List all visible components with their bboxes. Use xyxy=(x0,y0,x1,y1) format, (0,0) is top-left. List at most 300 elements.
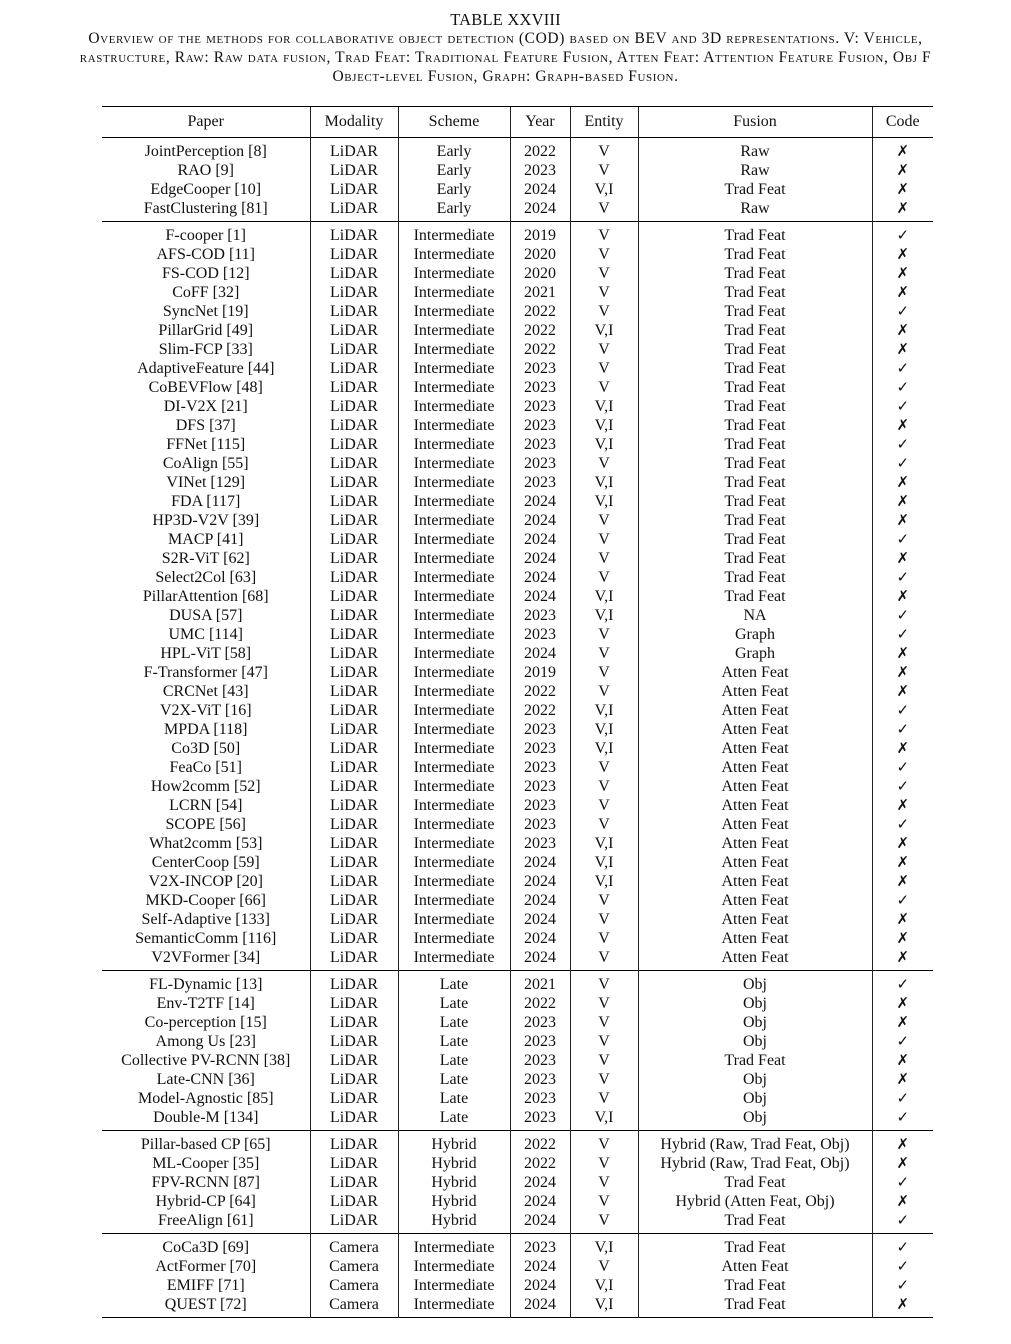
table-group xyxy=(102,971,933,1131)
fusion-cell: Graph xyxy=(638,644,872,663)
year-cell: 2024 xyxy=(510,1192,570,1211)
paper-cell: VINet [129] xyxy=(166,474,246,491)
year-cell: 2023 xyxy=(510,739,570,758)
fusion-cell: Trad Feat xyxy=(638,530,872,549)
paper-cell: EdgeCooper [10] xyxy=(150,181,262,198)
year-cell: 2024 xyxy=(510,1257,570,1276)
entity-cell: V xyxy=(570,1070,638,1089)
year-cell: 2023 xyxy=(510,758,570,777)
scheme-cell: Intermediate xyxy=(398,796,510,815)
entity-cell: V,I xyxy=(570,606,638,625)
paper-cell: MKD-Cooper [66] xyxy=(145,892,266,909)
methods-table xyxy=(102,106,933,1318)
entity-cell: V xyxy=(570,1173,638,1192)
fusion-cell: Atten Feat xyxy=(638,682,872,701)
year-cell: 2023 xyxy=(510,1108,570,1131)
modality-cell: LiDAR xyxy=(310,1070,398,1089)
paper-cell: F-cooper [1] xyxy=(165,227,246,244)
fusion-cell: Trad Feat xyxy=(638,454,872,473)
scheme-cell: Intermediate xyxy=(398,777,510,796)
entity-cell: V xyxy=(570,1257,638,1276)
modality-cell: Camera xyxy=(310,1295,398,1318)
modality-cell: LiDAR xyxy=(310,416,398,435)
table-row xyxy=(102,340,933,359)
entity-cell: V xyxy=(570,454,638,473)
year-cell: 2021 xyxy=(510,283,570,302)
year-cell: 2019 xyxy=(510,663,570,682)
code-cell: ✓ xyxy=(872,302,933,321)
modality-cell: LiDAR xyxy=(310,549,398,568)
code-cell: ✓ xyxy=(872,435,933,454)
entity-cell: V xyxy=(570,138,638,162)
code-cell: ✗ xyxy=(872,910,933,929)
entity-cell: V xyxy=(570,929,638,948)
table-row xyxy=(102,853,933,872)
code-cell: ✗ xyxy=(872,682,933,701)
paper-cell: HP3D-V2V [39] xyxy=(152,512,260,529)
paper-cell: Late-CNN [36] xyxy=(156,1071,255,1088)
year-cell: 2023 xyxy=(510,796,570,815)
modality-cell: LiDAR xyxy=(310,910,398,929)
fusion-cell: Atten Feat xyxy=(638,910,872,929)
fusion-cell: Trad Feat xyxy=(638,1295,872,1318)
entity-cell: V xyxy=(570,302,638,321)
modality-cell: LiDAR xyxy=(310,971,398,995)
table-row xyxy=(102,530,933,549)
scheme-cell: Intermediate xyxy=(398,1234,510,1258)
table-group xyxy=(102,1131,933,1234)
paper-cell: What2comm [53] xyxy=(149,835,263,852)
table-row xyxy=(102,929,933,948)
modality-cell: LiDAR xyxy=(310,511,398,530)
code-cell: ✓ xyxy=(872,1089,933,1108)
code-cell: ✓ xyxy=(872,1276,933,1295)
table-row xyxy=(102,511,933,530)
code-cell: ✗ xyxy=(872,283,933,302)
modality-cell: LiDAR xyxy=(310,796,398,815)
fusion-cell: Trad Feat xyxy=(638,1051,872,1070)
scheme-cell: Intermediate xyxy=(398,435,510,454)
year-cell: 2023 xyxy=(510,435,570,454)
paper-cell: F-Transformer [47] xyxy=(143,664,268,681)
table-row xyxy=(102,416,933,435)
fusion-cell: Trad Feat xyxy=(638,359,872,378)
entity-cell: V xyxy=(570,1089,638,1108)
table-row xyxy=(102,1089,933,1108)
scheme-cell: Intermediate xyxy=(398,530,510,549)
year-cell: 2024 xyxy=(510,492,570,511)
code-cell: ✓ xyxy=(872,1108,933,1131)
code-cell: ✗ xyxy=(872,264,933,283)
paper-cell: Pillar-based CP [65] xyxy=(140,1136,271,1153)
paper-cell: Hybrid-CP [64] xyxy=(155,1193,256,1210)
table-row xyxy=(102,180,933,199)
scheme-cell: Intermediate xyxy=(398,587,510,606)
fusion-cell: Atten Feat xyxy=(638,948,872,971)
paper-cell: Env-T2TF [14] xyxy=(156,995,255,1012)
code-cell: ✓ xyxy=(872,891,933,910)
entity-cell: V xyxy=(570,796,638,815)
modality-cell: LiDAR xyxy=(310,1154,398,1173)
code-cell: ✓ xyxy=(872,397,933,416)
entity-cell: V xyxy=(570,971,638,995)
fusion-cell: Obj xyxy=(638,1070,872,1089)
paper-cell: Slim-FCP [33] xyxy=(158,341,253,358)
fusion-cell: Trad Feat xyxy=(638,492,872,511)
scheme-cell: Early xyxy=(398,161,510,180)
scheme-cell: Intermediate xyxy=(398,701,510,720)
table-row xyxy=(102,1234,933,1258)
modality-cell: LiDAR xyxy=(310,454,398,473)
table-row xyxy=(102,758,933,777)
scheme-cell: Intermediate xyxy=(398,834,510,853)
code-cell: ✓ xyxy=(872,625,933,644)
scheme-cell: Intermediate xyxy=(398,1257,510,1276)
year-cell: 2022 xyxy=(510,321,570,340)
paper-cell: FeaCo [51] xyxy=(169,759,242,776)
modality-cell: LiDAR xyxy=(310,701,398,720)
paper-cell: V2VFormer [34] xyxy=(151,949,261,966)
fusion-cell: Atten Feat xyxy=(638,720,872,739)
fusion-cell: Trad Feat xyxy=(638,1173,872,1192)
entity-cell: V xyxy=(570,264,638,283)
year-cell: 2023 xyxy=(510,473,570,492)
year-cell: 2024 xyxy=(510,549,570,568)
fusion-cell: Trad Feat xyxy=(638,549,872,568)
table-row xyxy=(102,161,933,180)
table-row xyxy=(102,720,933,739)
paper-cell: MPDA [118] xyxy=(164,721,248,738)
entity-cell: V xyxy=(570,1211,638,1234)
table-row xyxy=(102,397,933,416)
year-cell: 2022 xyxy=(510,138,570,162)
col-header-modality: Modality xyxy=(310,107,398,138)
paper-cell: MACP [41] xyxy=(168,531,244,548)
fusion-cell: Atten Feat xyxy=(638,777,872,796)
paper-cell: EMIFF [71] xyxy=(166,1277,245,1294)
paper-cell: Collective PV-RCNN [38] xyxy=(121,1052,291,1069)
modality-cell: LiDAR xyxy=(310,948,398,971)
year-cell: 2023 xyxy=(510,720,570,739)
scheme-cell: Intermediate xyxy=(398,853,510,872)
paper-cell: FPV-RCNN [87] xyxy=(151,1174,260,1191)
table-row xyxy=(102,378,933,397)
entity-cell: V,I xyxy=(570,1295,638,1318)
table-caption xyxy=(0,10,1011,86)
table-row xyxy=(102,1295,933,1318)
table-row xyxy=(102,1173,933,1192)
year-cell: 2023 xyxy=(510,625,570,644)
paper-cell: PillarGrid [49] xyxy=(158,322,254,339)
scheme-cell: Intermediate xyxy=(398,948,510,971)
code-cell: ✓ xyxy=(872,720,933,739)
code-cell: ✗ xyxy=(872,739,933,758)
table-row xyxy=(102,1257,933,1276)
modality-cell: LiDAR xyxy=(310,994,398,1013)
scheme-cell: Intermediate xyxy=(398,222,510,246)
year-cell: 2024 xyxy=(510,929,570,948)
year-cell: 2022 xyxy=(510,302,570,321)
paper-cell: CRCNet [43] xyxy=(162,683,249,700)
code-cell: ✓ xyxy=(872,1211,933,1234)
code-cell: ✗ xyxy=(872,161,933,180)
fusion-cell: Raw xyxy=(638,138,872,162)
year-cell: 2023 xyxy=(510,1032,570,1051)
paper-cell: Co3D [50] xyxy=(171,740,241,757)
table-row xyxy=(102,625,933,644)
modality-cell: LiDAR xyxy=(310,1211,398,1234)
fusion-cell: NA xyxy=(638,606,872,625)
code-cell: ✗ xyxy=(872,416,933,435)
modality-cell: LiDAR xyxy=(310,222,398,246)
code-cell: ✗ xyxy=(872,1192,933,1211)
fusion-cell: Obj xyxy=(638,1108,872,1131)
col-header-year: Year xyxy=(510,107,570,138)
scheme-cell: Intermediate xyxy=(398,492,510,511)
paper-cell: SemanticComm [116] xyxy=(135,930,277,947)
code-cell: ✓ xyxy=(872,378,933,397)
table-row xyxy=(102,948,933,971)
paper-cell: QUEST [72] xyxy=(164,1296,247,1313)
paper-cell: ActFormer [70] xyxy=(155,1258,257,1275)
fusion-cell: Atten Feat xyxy=(638,834,872,853)
entity-cell: V,I xyxy=(570,872,638,891)
entity-cell: V,I xyxy=(570,321,638,340)
paper-cell: How2comm [52] xyxy=(150,778,261,795)
year-cell: 2023 xyxy=(510,1089,570,1108)
modality-cell: LiDAR xyxy=(310,1108,398,1131)
code-cell: ✗ xyxy=(872,1295,933,1318)
entity-cell: V xyxy=(570,994,638,1013)
table-row xyxy=(102,891,933,910)
fusion-cell: Atten Feat xyxy=(638,758,872,777)
paper-cell: DFS [37] xyxy=(175,417,236,434)
code-cell: ✗ xyxy=(872,1070,933,1089)
fusion-cell: Trad Feat xyxy=(638,321,872,340)
year-cell: 2023 xyxy=(510,397,570,416)
entity-cell: V xyxy=(570,663,638,682)
paper-cell: FastClustering [81] xyxy=(143,200,268,217)
modality-cell: LiDAR xyxy=(310,682,398,701)
modality-cell: LiDAR xyxy=(310,891,398,910)
fusion-cell: Trad Feat xyxy=(638,435,872,454)
table-row xyxy=(102,283,933,302)
scheme-cell: Intermediate xyxy=(398,264,510,283)
table-row xyxy=(102,199,933,222)
table-row xyxy=(102,644,933,663)
code-cell: ✓ xyxy=(872,359,933,378)
fusion-cell: Trad Feat xyxy=(638,180,872,199)
scheme-cell: Intermediate xyxy=(398,245,510,264)
modality-cell: Camera xyxy=(310,1276,398,1295)
fusion-cell: Trad Feat xyxy=(638,245,872,264)
scheme-cell: Intermediate xyxy=(398,359,510,378)
modality-cell: LiDAR xyxy=(310,720,398,739)
year-cell: 2023 xyxy=(510,378,570,397)
table-row xyxy=(102,1070,933,1089)
entity-cell: V xyxy=(570,1032,638,1051)
year-cell: 2022 xyxy=(510,682,570,701)
fusion-cell: Trad Feat xyxy=(638,340,872,359)
paper-cell: Among Us [23] xyxy=(155,1033,256,1050)
table-row xyxy=(102,359,933,378)
fusion-cell: Trad Feat xyxy=(638,302,872,321)
scheme-cell: Intermediate xyxy=(398,910,510,929)
fusion-cell: Obj xyxy=(638,971,872,995)
table-row xyxy=(102,264,933,283)
fusion-cell: Trad Feat xyxy=(638,264,872,283)
year-cell: 2023 xyxy=(510,161,570,180)
paper-cell: Co-perception [15] xyxy=(144,1014,267,1031)
fusion-cell: Atten Feat xyxy=(638,891,872,910)
fusion-cell: Obj xyxy=(638,1089,872,1108)
year-cell: 2023 xyxy=(510,359,570,378)
table-row xyxy=(102,663,933,682)
code-cell: ✓ xyxy=(872,454,933,473)
code-cell: ✗ xyxy=(872,180,933,199)
paper-cell: RAO [9] xyxy=(177,162,234,179)
table-title: TABLE XXVIII xyxy=(450,10,561,29)
year-cell: 2023 xyxy=(510,1013,570,1032)
scheme-cell: Intermediate xyxy=(398,815,510,834)
table-group xyxy=(102,1234,933,1318)
code-cell: ✓ xyxy=(872,530,933,549)
scheme-cell: Intermediate xyxy=(398,929,510,948)
year-cell: 2024 xyxy=(510,199,570,222)
scheme-cell: Early xyxy=(398,138,510,162)
entity-cell: V xyxy=(570,340,638,359)
scheme-cell: Intermediate xyxy=(398,758,510,777)
paper-cell: FFNet [115] xyxy=(166,436,246,453)
modality-cell: LiDAR xyxy=(310,815,398,834)
scheme-cell: Intermediate xyxy=(398,891,510,910)
year-cell: 2023 xyxy=(510,1051,570,1070)
fusion-cell: Trad Feat xyxy=(638,378,872,397)
entity-cell: V xyxy=(570,511,638,530)
table-row xyxy=(102,1108,933,1131)
modality-cell: LiDAR xyxy=(310,777,398,796)
modality-cell: Camera xyxy=(310,1234,398,1258)
fusion-cell: Atten Feat xyxy=(638,929,872,948)
entity-cell: V xyxy=(570,1131,638,1155)
table-row xyxy=(102,1211,933,1234)
paper-cell: V2X-ViT [16] xyxy=(159,702,252,719)
code-cell: ✗ xyxy=(872,1013,933,1032)
year-cell: 2022 xyxy=(510,701,570,720)
scheme-cell: Intermediate xyxy=(398,1276,510,1295)
col-header-scheme: Scheme xyxy=(398,107,510,138)
caption-line-3: Object-level Fusion, Graph: Graph-based Fusion. xyxy=(332,68,679,85)
scheme-cell: Intermediate xyxy=(398,1295,510,1318)
entity-cell: V,I xyxy=(570,701,638,720)
fusion-cell: Atten Feat xyxy=(638,796,872,815)
fusion-cell: Trad Feat xyxy=(638,1211,872,1234)
year-cell: 2024 xyxy=(510,1295,570,1318)
entity-cell: V xyxy=(570,777,638,796)
entity-cell: V,I xyxy=(570,435,638,454)
modality-cell: LiDAR xyxy=(310,199,398,222)
scheme-cell: Intermediate xyxy=(398,416,510,435)
table-row xyxy=(102,971,933,995)
entity-cell: V,I xyxy=(570,1108,638,1131)
entity-cell: V xyxy=(570,568,638,587)
modality-cell: LiDAR xyxy=(310,180,398,199)
fusion-cell: Trad Feat xyxy=(638,1276,872,1295)
modality-cell: LiDAR xyxy=(310,302,398,321)
entity-cell: V,I xyxy=(570,473,638,492)
entity-cell: V,I xyxy=(570,720,638,739)
fusion-cell: Raw xyxy=(638,199,872,222)
scheme-cell: Intermediate xyxy=(398,340,510,359)
paper-cell: FL-Dynamic [13] xyxy=(149,976,263,993)
paper-cell: CoCa3D [69] xyxy=(162,1239,250,1256)
paper-cell: FreeAlign [61] xyxy=(157,1212,254,1229)
paper-cell: Self-Adaptive [133] xyxy=(141,911,270,928)
entity-cell: V xyxy=(570,815,638,834)
code-cell: ✓ xyxy=(872,758,933,777)
table-row xyxy=(102,222,933,246)
code-cell: ✗ xyxy=(872,994,933,1013)
year-cell: 2024 xyxy=(510,853,570,872)
table-row xyxy=(102,1032,933,1051)
entity-cell: V xyxy=(570,910,638,929)
col-header-code: Code xyxy=(872,107,933,138)
entity-cell: V,I xyxy=(570,416,638,435)
paper-cell: CenterCoop [59] xyxy=(151,854,260,871)
scheme-cell: Intermediate xyxy=(398,302,510,321)
modality-cell: LiDAR xyxy=(310,378,398,397)
scheme-cell: Intermediate xyxy=(398,663,510,682)
code-cell: ✗ xyxy=(872,853,933,872)
modality-cell: LiDAR xyxy=(310,1131,398,1155)
table-row xyxy=(102,454,933,473)
entity-cell: V xyxy=(570,625,638,644)
fusion-cell: Atten Feat xyxy=(638,872,872,891)
scheme-cell: Late xyxy=(398,1051,510,1070)
paper-cell: CoAlign [55] xyxy=(162,455,249,472)
entity-cell: V xyxy=(570,245,638,264)
scheme-cell: Intermediate xyxy=(398,473,510,492)
fusion-cell: Hybrid (Atten Feat, Obj) xyxy=(638,1192,872,1211)
modality-cell: LiDAR xyxy=(310,473,398,492)
modality-cell: LiDAR xyxy=(310,872,398,891)
paper-cell: FDA [117] xyxy=(171,493,241,510)
table-group xyxy=(102,138,933,222)
paper-cell: Select2Col [63] xyxy=(155,569,257,586)
year-cell: 2024 xyxy=(510,948,570,971)
table-row xyxy=(102,245,933,264)
paper-cell: CoFF [32] xyxy=(172,284,240,301)
fusion-cell: Trad Feat xyxy=(638,397,872,416)
table-row xyxy=(102,473,933,492)
fusion-cell: Obj xyxy=(638,994,872,1013)
year-cell: 2022 xyxy=(510,340,570,359)
scheme-cell: Hybrid xyxy=(398,1192,510,1211)
table-row xyxy=(102,492,933,511)
table-row xyxy=(102,701,933,720)
code-cell: ✗ xyxy=(872,492,933,511)
entity-cell: V xyxy=(570,1192,638,1211)
scheme-cell: Late xyxy=(398,1013,510,1032)
scheme-cell: Late xyxy=(398,994,510,1013)
paper-cell: Double-M [134] xyxy=(153,1109,259,1126)
modality-cell: LiDAR xyxy=(310,1192,398,1211)
code-cell: ✓ xyxy=(872,1234,933,1258)
scheme-cell: Late xyxy=(398,1032,510,1051)
modality-cell: LiDAR xyxy=(310,1051,398,1070)
table-row xyxy=(102,549,933,568)
fusion-cell: Trad Feat xyxy=(638,283,872,302)
